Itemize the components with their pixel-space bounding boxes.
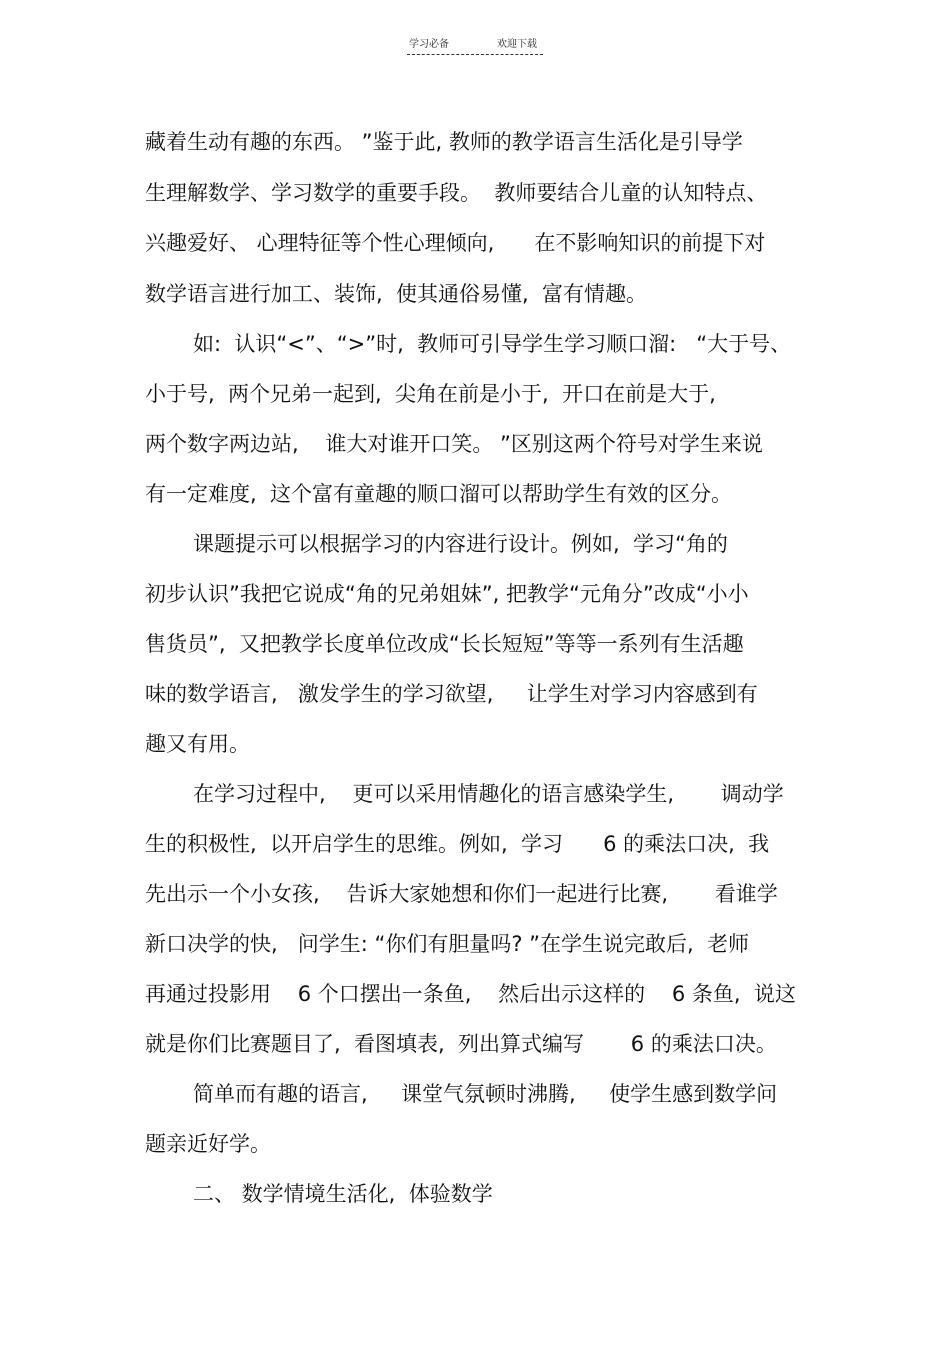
text-line: 小于号, 两个兄弟一起到, 尖角在前是小于, 开口在前是大于, <box>145 382 716 406</box>
header-left-text: 学习必备 <box>409 39 449 50</box>
text-line: 简单而有趣的语言, 课堂气氛顿时沸腾, 使学生感到数学问 <box>193 1082 778 1106</box>
text-line: 初步认识”我把它说成“角的兄弟姐妹”, 把教学“元角分”改成“小小 <box>145 582 749 606</box>
text-line: 就是你们比赛题目了, 看图填表, 列出算式编写 6 的乘法口决。 <box>145 1032 777 1056</box>
text-line: 先出示一个小女孩, 告诉大家她想和你们一起进行比赛, 看谁学 <box>145 882 778 906</box>
header-divider <box>407 54 543 55</box>
text-line: 题亲近好学。 <box>145 1132 271 1156</box>
page-header <box>407 38 543 58</box>
text-line: 生的积极性, 以开启学生的思维。例如, 学习 6 的乘法口决, 我 <box>145 832 770 856</box>
text-line: 趣又有用。 <box>145 732 250 756</box>
text-line: 藏着生动有趣的东西。 ”鉴于此, 教师的教学语言生活化是引导学 <box>145 130 743 154</box>
text-line: 如: 认识“<”、“>”时, 教师可引导学生学习顺口溜: “大于号、 <box>193 332 792 356</box>
text-line: 兴趣爱好、 心理特征等个性心理倾向, 在不影响知识的前提下对 <box>145 231 766 255</box>
text-line: 课题提示可以根据学习的内容进行设计。例如, 学习“角的 <box>193 532 728 556</box>
text-line: 两个数字两边站, 谁大对谁开口笑。 ”区别这两个符号对学生来说 <box>145 432 763 456</box>
header-right-text: 欢迎下载 <box>497 39 537 50</box>
text-line: 有一定难度, 这个富有童趣的顺口溜可以帮助学生有效的区分。 <box>145 482 733 506</box>
text-line: 数学语言进行加工、装饰, 使其通俗易懂, 富有情趣。 <box>145 282 648 306</box>
text-line: 生理解数学、学习数学的重要手段。 教师要结合儿童的认知特点、 <box>145 181 768 205</box>
text-line: 新口决学的快, 问学生: “你们有胆量吗? ”在学生说完敢后, 老师 <box>145 932 750 956</box>
text-line: 再通过投影用 6 个口摆出一条鱼, 然后出示这样的 6 条鱼, 说这 <box>145 982 796 1006</box>
text-line: 在学习过程中, 更可以采用情趣化的语言感染学生, 调动学 <box>193 782 784 806</box>
section-heading: 二、 数学情境生活化, 体验数学 <box>193 1182 493 1206</box>
text-line: 味的数学语言, 激发学生的学习欲望, 让学生对学习内容感到有 <box>145 682 758 706</box>
text-line: 售货员”, 又把教学长度单位改成“长长短短”等等一系列有生活趣 <box>145 632 744 656</box>
